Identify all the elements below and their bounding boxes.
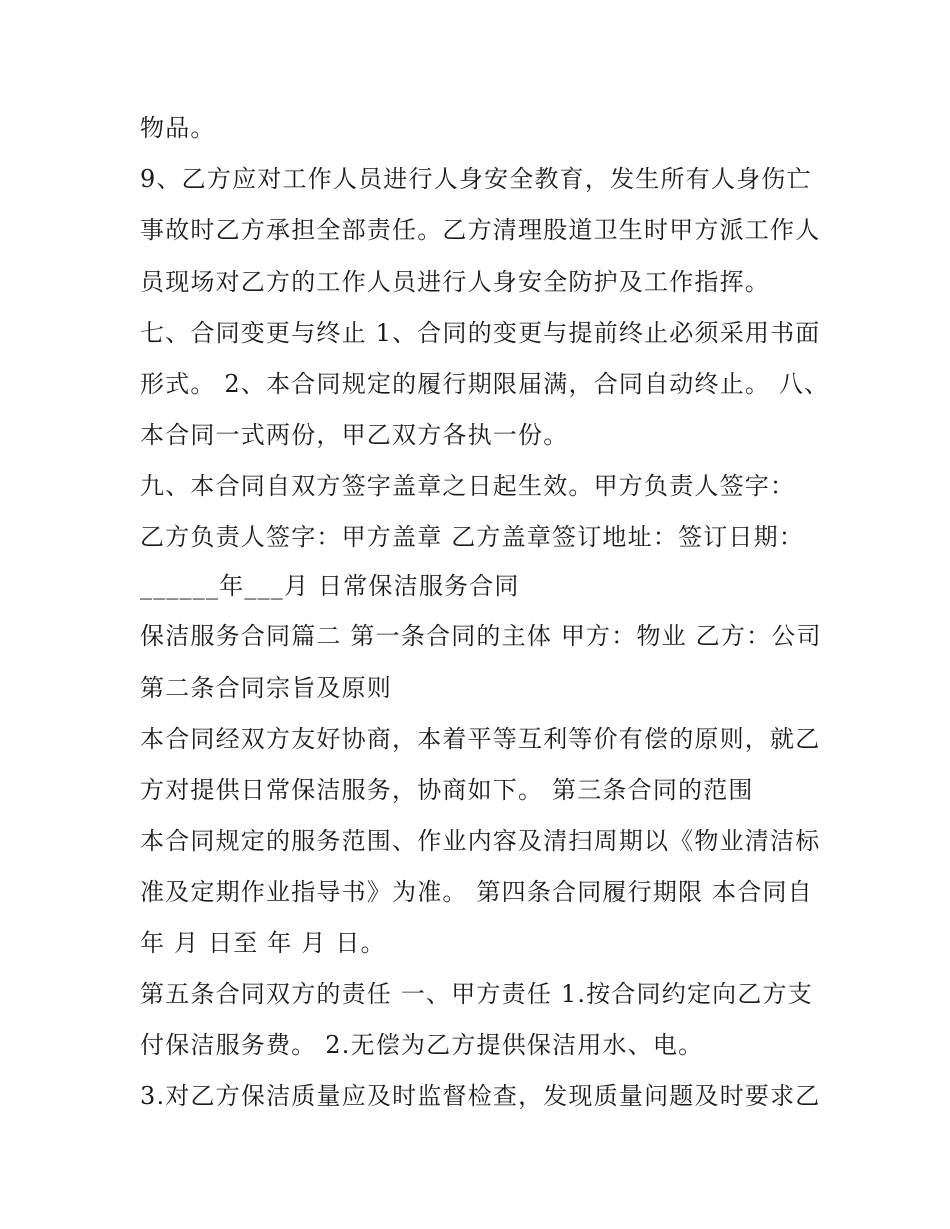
text-line: 第五条合同双方的责任 一、甲方责任 1.按合同约定向乙方支 <box>140 980 813 1008</box>
text-line: 年 月 日至 年 月 日。 <box>140 929 386 957</box>
text-line: 形式。 2、本合同规定的履行期限届满，合同自动终止。 八、 <box>140 370 830 398</box>
text-line: 第二条合同宗旨及原则 <box>140 674 392 702</box>
text-line: 本合同经双方友好协商，本着平等互利等价有偿的原则，就乙 <box>140 725 821 753</box>
text-line: 本合同规定的服务范围、作业内容及清扫周期以《物业清洁标 <box>140 827 821 855</box>
text-line: 3.对乙方保洁质量应及时监督检查，发现质量问题及时要求乙 <box>140 1082 821 1110</box>
text-line: 准及定期作业指导书》为准。 第四条合同履行期限 本合同自 <box>140 878 813 906</box>
text-line: 员现场对乙方的工作人员进行人身安全防护及工作指挥。 <box>140 268 770 296</box>
text-line: 物品。 <box>140 114 216 142</box>
text-line: 乙方负责人签字：甲方盖章 乙方盖章签订地址：签订日期： <box>140 523 805 551</box>
text-line: 九、本合同自双方签字盖章之日起生效。甲方负责人签字： <box>140 472 796 500</box>
text-line: 方对提供日常保洁服务，协商如下。 第三条合同的范围 <box>140 776 754 804</box>
text-line: 七、合同变更与终止 1、合同的变更与提前终止必须采用书面 <box>140 319 821 347</box>
text-line: 9、乙方应对工作人员进行人身安全教育，发生所有人身伤亡 <box>140 165 812 193</box>
text-line: 本合同一式两份，甲乙双方各执一份。 <box>140 421 569 449</box>
text-line: 保洁服务合同篇二 第一条合同的主体 甲方：物业 乙方：公司 <box>140 622 822 650</box>
text-line: 付保洁服务费。 2.无偿为乙方提供保洁用水、电。 <box>140 1031 704 1059</box>
text-line: 事故时乙方承担全部责任。乙方清理股道卫生时甲方派工作人 <box>140 216 821 244</box>
text-line: ______年___月 日常保洁服务合同 <box>140 572 520 600</box>
